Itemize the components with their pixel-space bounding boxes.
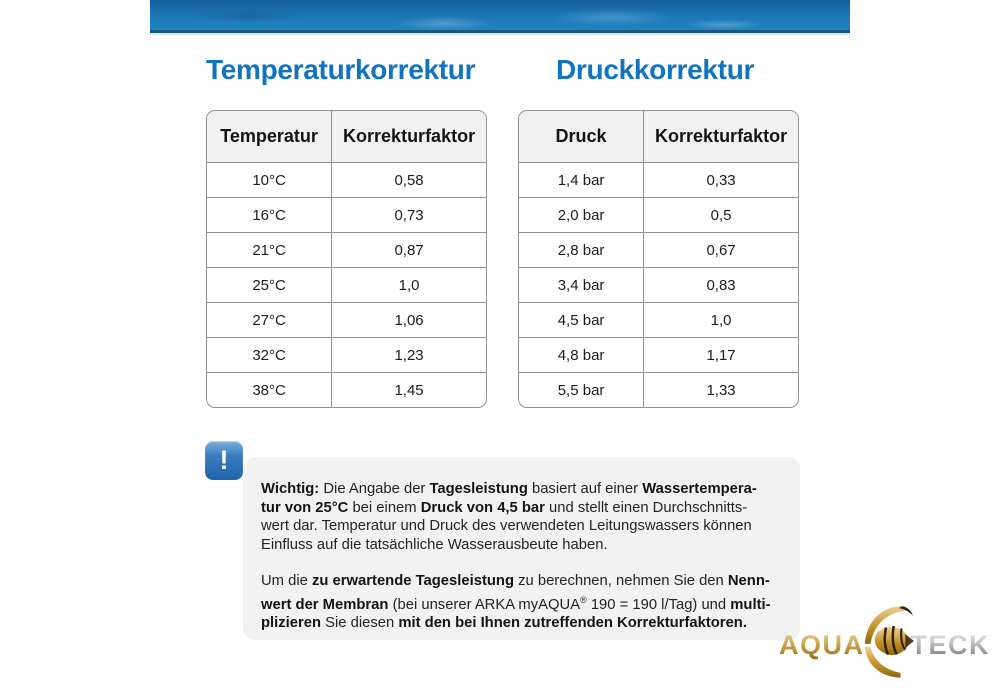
table-row — [207, 267, 486, 302]
table-row — [519, 267, 798, 302]
table-header-row — [519, 111, 798, 162]
table-cell: 1,33 — [643, 372, 798, 407]
note-paragraph: Wichtig: Die Angabe der Tagesleistung basiert auf einer Wassertempera- tur von 25°C bei einem Druck von 4,5 bar und stellt einen Durchschnitts- wert dar. Temperatur und Druck des verwendeten Leitungswassers können Einfluss auf die tatsächliche Wasserausbeute haben. — [261, 481, 757, 553]
table-cell: 1,06 — [331, 302, 486, 337]
table-cell: 38°C — [207, 372, 331, 407]
aquateck-logo — [779, 630, 990, 661]
logo-text-teck: TECK — [910, 630, 990, 660]
table-cell: 16°C — [207, 197, 331, 232]
table-cell: 5,5 bar — [519, 372, 643, 407]
column-header: Temperatur — [207, 111, 331, 162]
table-cell: 27°C — [207, 302, 331, 337]
table-cell: 4,5 bar — [519, 302, 643, 337]
table-row — [519, 372, 798, 407]
important-exclamation-icon: ! — [205, 441, 243, 480]
table-cell: 25°C — [207, 267, 331, 302]
table-row — [519, 162, 798, 197]
note-box — [243, 457, 800, 640]
table-row — [519, 232, 798, 267]
table-cell: 1,17 — [643, 337, 798, 372]
table-cell: 0,33 — [643, 162, 798, 197]
pressure-section-title: Druckkorrektur — [556, 54, 755, 85]
table-row — [207, 372, 486, 407]
table-row — [207, 162, 486, 197]
table-cell: 3,4 bar — [519, 267, 643, 302]
table-row — [207, 302, 486, 337]
table-row — [519, 197, 798, 232]
table-cell: 1,0 — [331, 267, 486, 302]
table-header-row — [207, 111, 486, 162]
note-paragraph: Um die zu erwartende Tagesleistung zu berechnen, nehmen Sie den Nenn- wert der Membran (bei unserer ARKA myAQUA® 190 = 190 l/Tag) und multi- plizieren Sie diesen mit den bei Ihnen zutreffenden Korrekturfaktoren. — [261, 573, 771, 631]
angelfish-icon — [857, 602, 915, 680]
table-cell: 10°C — [207, 162, 331, 197]
table-row — [519, 337, 798, 372]
table-cell: 1,0 — [643, 302, 798, 337]
table-cell: 0,5 — [643, 197, 798, 232]
table-cell: 4,8 bar — [519, 337, 643, 372]
table-cell: 1,23 — [331, 337, 486, 372]
table-cell: 0,58 — [331, 162, 486, 197]
table-cell: 0,67 — [643, 232, 798, 267]
table-cell: 0,73 — [331, 197, 486, 232]
column-header: Korrekturfaktor — [331, 111, 486, 162]
column-header: Korrekturfaktor — [643, 111, 798, 162]
temperature-correction-table — [206, 110, 487, 408]
table-cell: 32°C — [207, 337, 331, 372]
table-row — [207, 337, 486, 372]
table-cell: 1,45 — [331, 372, 486, 407]
header-water-image — [150, 0, 850, 33]
temperature-section-title: Temperaturkorrektur — [206, 54, 476, 85]
table-row — [207, 232, 486, 267]
column-header: Druck — [519, 111, 643, 162]
pressure-correction-table — [518, 110, 799, 408]
table-row — [519, 302, 798, 337]
logo-text-aqua: AQUA — [779, 630, 865, 660]
table-cell: 0,87 — [331, 232, 486, 267]
table-row — [207, 197, 486, 232]
table-cell: 2,8 bar — [519, 232, 643, 267]
table-cell: 1,4 bar — [519, 162, 643, 197]
table-cell: 21°C — [207, 232, 331, 267]
table-cell: 2,0 bar — [519, 197, 643, 232]
table-cell: 0,83 — [643, 267, 798, 302]
